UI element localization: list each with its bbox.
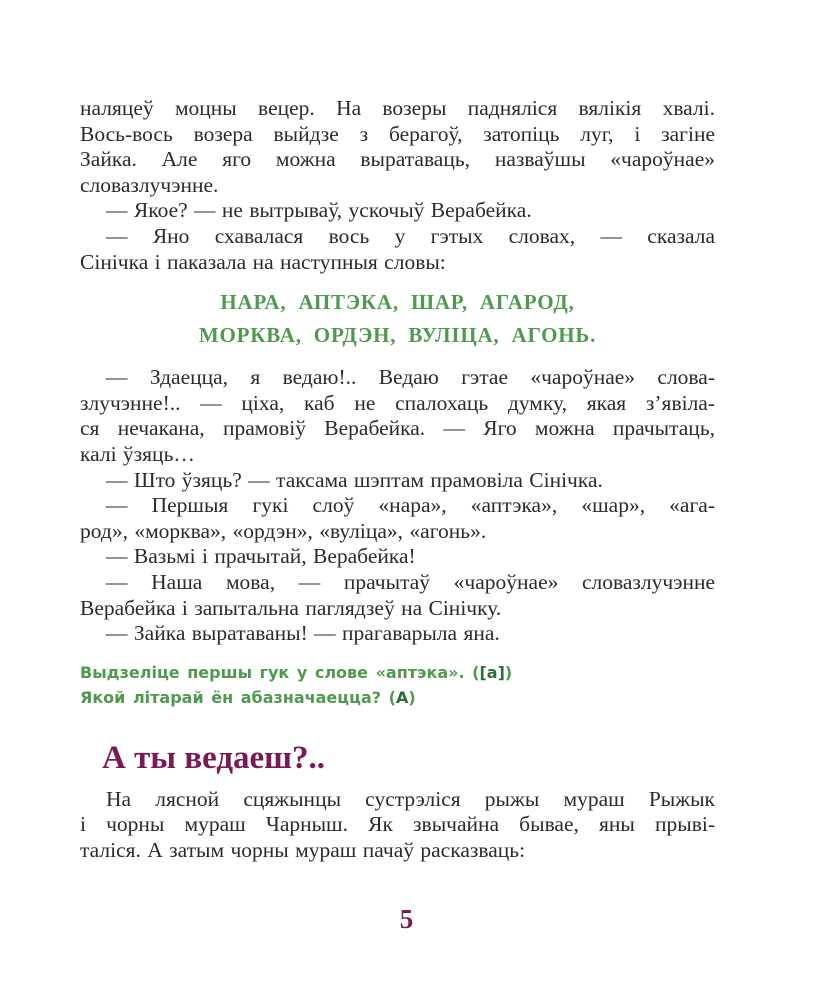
task-answer-1: [а] <box>479 662 505 682</box>
section-paragraph <box>80 787 715 864</box>
magic-words-line-1: НАРА, АПТЭКА, ШАР, АГАРОД, <box>220 290 575 315</box>
text-line: — Здаецца, я ведаю!.. Ведаю гэтае «чароўнае» слова- <box>106 365 715 390</box>
text-line: Зайка. Але яго можна выратаваць, назваўшы «чароўнае» <box>80 147 715 172</box>
story-paragraph-8 <box>80 570 715 621</box>
page-number: 5 <box>399 904 414 934</box>
text-line: — Якое? — не вытрываў, ускочыў Верабейка. <box>106 198 532 223</box>
paren-close: ) <box>504 662 513 682</box>
paren-open: ( <box>464 662 480 682</box>
text-line: Верабейка і запытальна паглядзеў на Сінічку. <box>80 595 502 620</box>
text-line: ся нечакана, прамовіў Верабейка. — Яго можна прачытаць, <box>80 416 715 441</box>
story-paragraph-1 <box>80 96 715 198</box>
text-line: — Наша мова, — прачытаў «чароўнае» словазлучэнне <box>106 569 715 594</box>
text-line: На лясной сцяжынцы сустрэліся рыжы мураш Рыжык <box>106 786 715 811</box>
text-line: — Першыя гукі слоў «нара», «аптэка», «шар», «ага- <box>106 493 715 518</box>
page-body <box>80 96 715 863</box>
text-line: наляцеў моцны вецер. На возеры падняліся вялікія хвалі. <box>80 96 715 120</box>
task-block <box>80 660 715 710</box>
text-line: словазлучэнне. <box>80 172 219 197</box>
story-paragraph-2 <box>80 198 715 224</box>
story-paragraph-5 <box>80 468 715 494</box>
magic-words-line-2: МОРКВА, ОРДЭН, ВУЛІЦА, АГОНЬ. <box>198 323 597 348</box>
text-line: — Яно схавалася вось у гэтых словах, — сказала <box>106 223 715 248</box>
text-line: — Зайка выратаваны! — прагаварыла яна. <box>106 621 500 646</box>
section-heading: А ты ведаеш?.. <box>102 739 326 776</box>
magic-words-block <box>80 286 715 352</box>
story-paragraph-3 <box>80 224 715 275</box>
text-line: Сінічка і паказала на наступныя словы: <box>80 249 446 274</box>
text-line: злучэнне!.. — ціха, каб не спалохаць думку, якая з’явіла- <box>80 390 715 415</box>
story-paragraph-6 <box>80 493 715 544</box>
text-line: — Вазьмі і прачытай, Верабейка! <box>106 544 416 569</box>
text-line: Вось-вось возера выйдзе з берагоў, затопіць луг, і загіне <box>80 121 715 146</box>
paren-open: ( <box>381 687 396 707</box>
task-question-2-text: Якой літарай ён абазначаецца? <box>80 687 382 707</box>
paren-close: ) <box>408 687 416 707</box>
text-line: і чорны мураш Чарныш. Як звычайна бывае, яны прыві- <box>80 812 715 837</box>
text-line: — Што ўзяць? — таксама шэптам прамовіла Сінічка. <box>106 467 603 492</box>
story-paragraph-4 <box>80 365 715 467</box>
task-answer-2: А <box>395 687 409 707</box>
task-question-1 <box>80 660 715 685</box>
text-line: таліся. А затым чорны мураш пачаў расказваць: <box>80 837 526 862</box>
text-line: калі ўзяць… <box>80 441 195 466</box>
story-paragraph-9 <box>80 621 715 647</box>
task-question-1-text: Выдзеліце першы гук у слове «аптэка». <box>80 662 465 682</box>
text-line: род», «морква», «ордэн», «вуліца», «агонь». <box>80 518 487 543</box>
story-paragraph-7 <box>80 544 715 570</box>
task-question-2 <box>80 685 715 710</box>
